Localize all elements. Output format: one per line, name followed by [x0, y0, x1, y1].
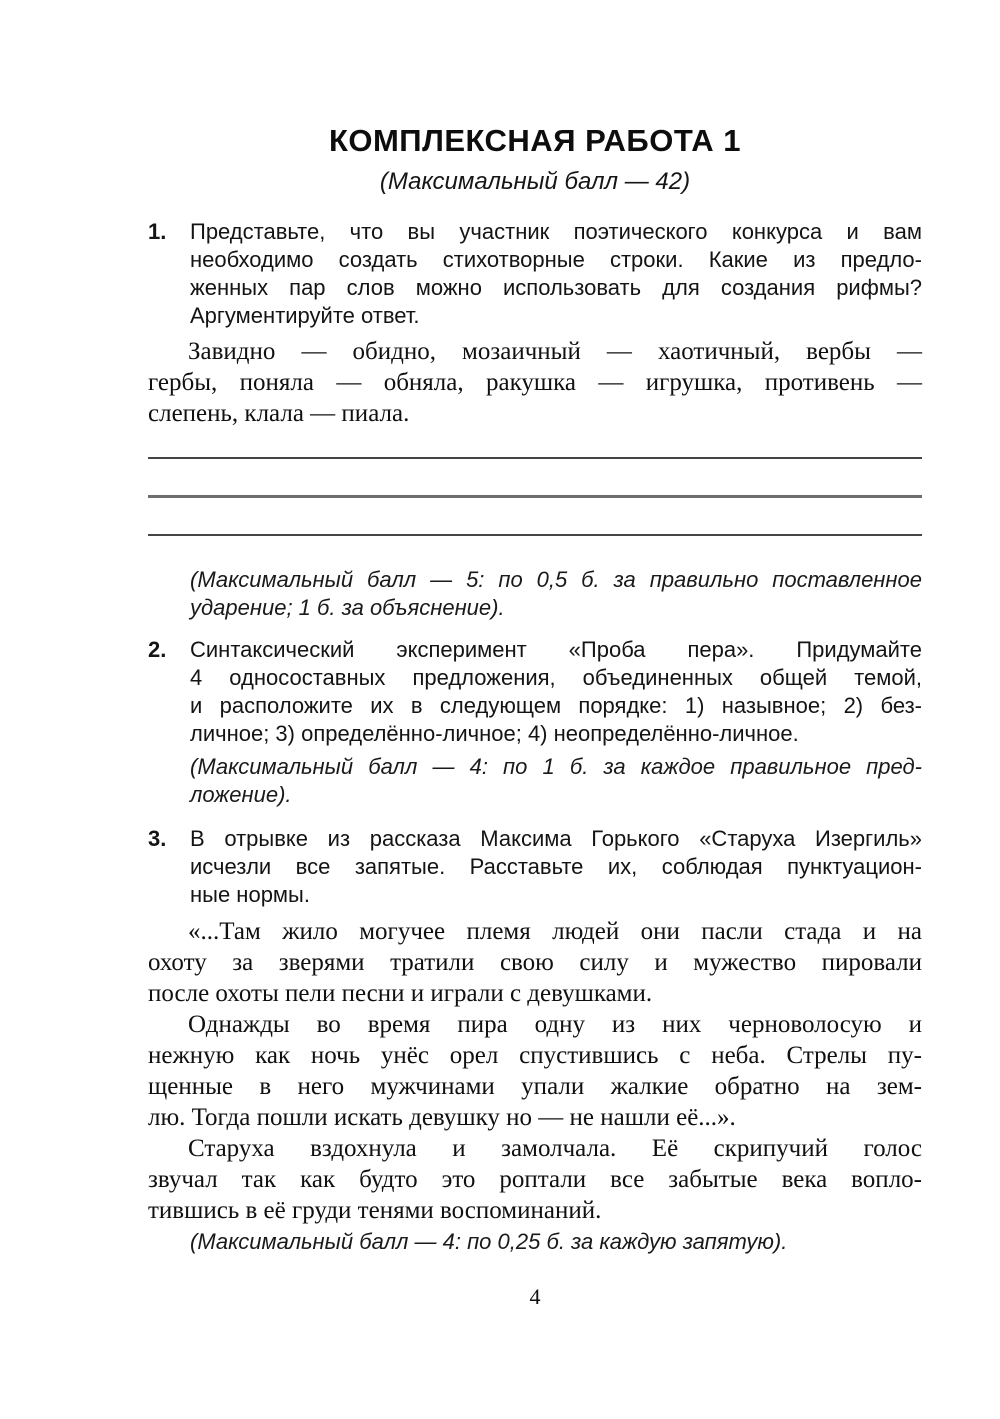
task-1-prompt: [190, 218, 922, 330]
text-line: лю. Тогда пошли искать девушку но — не нашли её...».: [148, 1104, 736, 1131]
text-line: охоту за зверями тратили свою силу и мужество пировали: [148, 949, 922, 976]
page-number: 4: [529, 1284, 541, 1309]
page-title: КОМПЛЕКСНАЯ РАБОТА 1: [328, 123, 742, 158]
text-line: звучал так как будто это роптали все забытые века вопло-: [148, 1166, 922, 1193]
text-line: ложение).: [190, 782, 292, 807]
text-line: Старуха вздохнула и замолчала. Её скрипучий голос: [188, 1135, 922, 1162]
text-line: после охоты пели песни и играли с девушками.: [148, 980, 653, 1007]
text-line: (Максимальный балл — 5: по 0,5 б. за правильно поставленное: [190, 567, 922, 592]
task-2-number: 2.: [148, 637, 167, 662]
text-line: Синтаксический эксперимент «Проба пера». Придумайте: [190, 637, 922, 662]
text-line: слепень, клала — пиала.: [148, 400, 410, 427]
text-line: тившись в её груди тенями воспоминаний.: [148, 1197, 602, 1224]
text-line: нежную как ночь унёс орел спустившись с неба. Стрелы пу-: [148, 1042, 922, 1069]
task-3-passage: [148, 916, 922, 1226]
page-subtitle: (Максимальный балл — 42): [379, 168, 691, 195]
task-2: [148, 636, 922, 748]
answer-blank-line: [148, 457, 922, 459]
text-line: Завидно — обидно, мозаичный — хаотичный, вербы —: [188, 338, 922, 365]
passage-paragraph: [148, 916, 922, 1009]
text-line: и расположите их в следующем порядке: 1) назывное; 2) без-: [190, 693, 922, 718]
text-line: Представьте, что вы участник поэтического конкурса и вам: [190, 219, 922, 244]
task-1-score-note: [190, 566, 922, 622]
text-line: Однажды во время пира одну из них черноволосую и: [188, 1011, 922, 1038]
task-1: [148, 218, 922, 330]
text-line: необходимо создать стихотворные строки. Какие из предло-: [190, 247, 922, 272]
text-line: гербы, поняла — обняла, ракушка — игрушка, противень —: [148, 369, 922, 396]
text-line: ударение; 1 б. за объяснение).: [190, 595, 505, 620]
task-3-prompt: [190, 825, 922, 909]
text-line: женных пар слов можно использовать для создания рифмы?: [190, 275, 922, 300]
answer-blank-line: [148, 534, 922, 536]
passage-paragraph: [148, 1009, 922, 1133]
text-line: 4 односоставных предложения, объединенных общей темой,: [190, 665, 922, 690]
answer-blank-line: [148, 495, 922, 498]
text-line: (Максимальный балл — 4: по 0,25 б. за каждую запятую).: [190, 1229, 788, 1254]
text-line: личное; 3) определённо-личное; 4) неопределённо-личное.: [190, 721, 799, 746]
task-2-score-note: [190, 753, 922, 809]
task-1-number: 1.: [148, 219, 167, 244]
text-line: В отрывке из рассказа Максима Горького «Старуха Изергиль»: [190, 826, 922, 851]
text-line: (Максимальный балл — 4: по 1 б. за каждое правильное пред-: [190, 754, 922, 779]
text-line: исчезли все запятые. Расставьте их, соблюдая пунктуацион-: [190, 854, 922, 879]
task-3-number: 3.: [148, 826, 167, 851]
answer-blanks: [148, 457, 922, 536]
task-3: [148, 825, 922, 909]
text-line: щенные в него мужчинами упали жалкие обратно на зем-: [148, 1073, 922, 1100]
task-2-prompt: [190, 636, 922, 748]
text-line: Аргументируйте ответ.: [190, 303, 420, 328]
text-line: «...Там жило могучее племя людей они пасли стада и на: [188, 918, 922, 945]
workbook-page: [148, 0, 922, 1310]
task-3-score-note: [190, 1228, 922, 1256]
passage-paragraph: [148, 1133, 922, 1226]
text-line: ные нормы.: [190, 882, 310, 907]
passage-paragraph: [148, 336, 922, 429]
task-1-passage: [148, 336, 922, 429]
